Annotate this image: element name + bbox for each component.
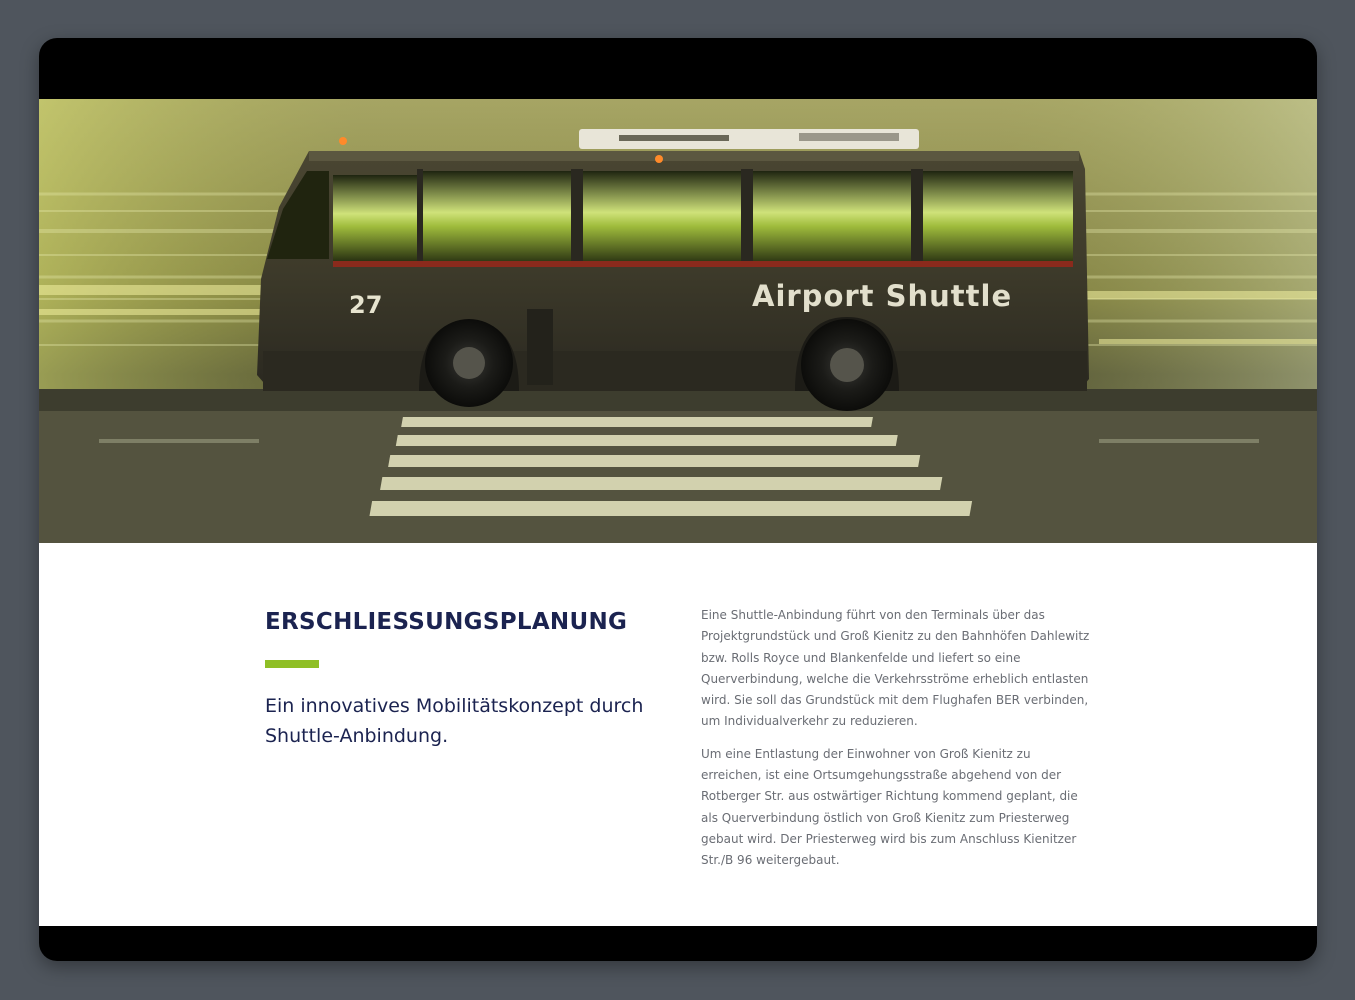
- section-heading: ERSCHLIESSUNGSPLANUNG: [265, 609, 628, 635]
- bus-airport-shuttle-label: Airport Shuttle: [752, 279, 1013, 313]
- body-paragraph-1: Eine Shuttle-Anbindung führt von den Terminals über das Projektgrundstück und Groß Kienitz zu den Bahnhöfen Dahlewitz bzw. Rolls Royce und Blankenfelde und liefert so eine Querverbindung, welche die Verkehrsströme erheblich entlasten wird. Sie soll das Grundstück mit dem Flughafen BER verbinden, um Individualverkehr zu reduzieren.: [701, 608, 1090, 729]
- bus-fleet-number: 27: [349, 291, 383, 319]
- body-paragraph-2: Um eine Entlastung der Einwohner von Groß Kienitz zu erreichen, ist eine Ortsumgehungsstraße abgehend von der Rotberger Str. aus ostwärtiger Richtung kommend geplant, die als Querverbindung östlich von Groß Kienitz zum Priesterweg gebaut wird. Der Priesterweg wird bis zum Anschluss Kienitzer Str./B 96 weitergebaut.: [701, 746, 1078, 868]
- content-section: [39, 543, 1317, 926]
- page-viewport: [39, 99, 1317, 926]
- hero-image-airport-shuttle: [39, 99, 1317, 543]
- device-frame: [39, 38, 1317, 961]
- hero-illustration: [39, 99, 1317, 543]
- section-subtitle: Ein innovatives Mobilitätskonzept durch Shuttle-Anbindung.: [265, 695, 644, 747]
- heading-accent-bar: [265, 660, 319, 668]
- body-text-column: [701, 605, 1091, 883]
